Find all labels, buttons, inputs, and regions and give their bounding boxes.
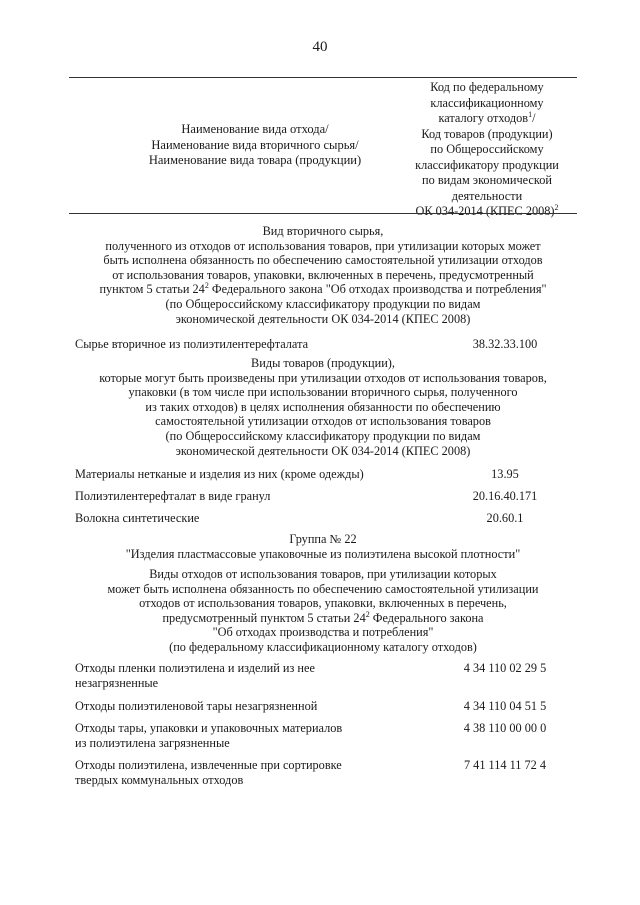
row-code: 20.16.40.171 [472, 489, 538, 503]
header-right-line: каталогу отходов$^1$/ [438, 109, 536, 125]
section-heading-line: от использования товаров, упаковки, включенных в перечень, предусмотренный [112, 267, 534, 282]
section-heading-line: упаковки (в том числе при использовании вторичного сырья, полученного [128, 385, 518, 400]
header-left-line: Наименование вида товара (продукции) [148, 153, 362, 167]
row-name-line: из полиэтилена загрязненные [75, 736, 230, 750]
header-right-line: классификатору продукции [415, 157, 559, 172]
section-heading-line: Вид вторичного сырья, [262, 224, 384, 238]
section-heading-line: (по Общероссийскому классификатору продукции по видам [165, 428, 481, 443]
header-right-line: по видам экономической [422, 173, 552, 187]
row-name: Волокна синтетические [75, 511, 200, 525]
group-heading [69, 532, 577, 561]
header-right-line: по Общероссийскому [430, 142, 544, 156]
row-code: 7 41 114 11 72 4 [463, 758, 547, 772]
row-code: 4 34 110 04 51 5 [463, 699, 547, 713]
header-right-line: Код товаров (продукции) [421, 126, 553, 141]
row-name: Полиэтилентерефталат в виде гранул [75, 489, 271, 503]
group-title: Группа № 22 [289, 532, 357, 546]
footnote-mark: 2 [554, 202, 559, 212]
header-left-column [110, 122, 400, 169]
header-right-line: деятельности [451, 188, 523, 203]
row-name-line: Отходы тары, упаковки и упаковочных материалов [75, 721, 343, 735]
section-heading-line: самостоятельной утилизации отходов от использования товаров [155, 414, 491, 429]
section-heading-line: из таких отходов) в целях исполнения обязанности по обеспечению [145, 399, 501, 414]
row-code: 20.60.1 [486, 511, 524, 525]
section-heading-line: экономической деятельности ОК 034-2014 (КПЕС 2008) [175, 443, 471, 458]
row-name-line: твердых коммунальных отходов [75, 773, 244, 787]
section-heading-secondary-raw [69, 224, 577, 326]
table-header-top-rule [69, 77, 577, 78]
superscript: 2 [365, 609, 370, 619]
footnote-mark: 1 [528, 109, 533, 119]
row-name [75, 758, 405, 788]
header-right-line: классификационному [430, 95, 544, 110]
row-name: Сырье вторичное из полиэтилентерефталата [75, 337, 309, 351]
group-subtitle: "Изделия пластмассовые упаковочные из полиэтилена высокой плотности" [125, 546, 521, 561]
section-heading-line: (по федеральному классификационному каталогу отходов) [169, 639, 477, 654]
section-heading-line: предусмотренный пунктом 5 статьи $24^2$ Федерального закона [162, 609, 484, 625]
row-name-line: незагрязненные [75, 676, 159, 690]
section-heading-line: "Об отходах производства и потребления" [212, 625, 434, 640]
section-heading-line: быть исполнена обязанность по обеспечению самостоятельной утилизации отходов [103, 253, 543, 268]
superscript: 2 [204, 281, 209, 291]
section-heading-line: экономической деятельности ОК 034-2014 (КПЕС 2008) [175, 311, 471, 326]
section-heading-line: Виды отходов от использования товаров, при утилизации которых [149, 567, 497, 581]
section-heading-line: полученного из отходов от использования товаров, при утилизации которых может [105, 238, 541, 253]
header-right-line: ОК 034-2014 (КПЕС 2008)$^2$ [415, 202, 559, 218]
row-code: 38.32.33.100 [472, 337, 538, 351]
section-heading-line: которые могут быть произведены при утилизации отходов от использования товаров, [99, 370, 547, 385]
section-heading-line: пунктом 5 статьи $24^2$ Федерального закона "Об отходах производства и потребления" [99, 281, 547, 297]
row-name [75, 661, 405, 691]
page-number: 40 [312, 39, 328, 55]
row-name [75, 721, 405, 751]
header-right-column [398, 80, 576, 220]
header-left-line: Наименование вида вторичного сырья/ [151, 137, 359, 152]
row-name: Материалы нетканые и изделия из них (кроме одежды) [75, 467, 364, 481]
row-code: 4 34 110 02 29 5 [463, 661, 547, 675]
section-heading-waste [69, 567, 577, 655]
row-code: 4 38 110 00 00 0 [463, 721, 547, 735]
section-heading-line: отходов от использования товаров, упаковки, включенных в перечень, [139, 596, 507, 611]
table-header-bottom-rule [69, 213, 577, 214]
section-heading-line: может быть исполнена обязанность по обеспечению самостоятельной утилизации [107, 581, 539, 596]
row-code: 13.95 [491, 467, 519, 481]
header-left-line: Наименование вида отхода/ [181, 122, 329, 136]
header-right-line: Код по федеральному [430, 80, 544, 94]
section-heading-line: Виды товаров (продукции), [251, 356, 395, 370]
section-heading-line: (по Общероссийскому классификатору продукции по видам [165, 296, 481, 311]
row-name: Отходы полиэтиленовой тары незагрязненной [75, 699, 318, 713]
row-name-line: Отходы пленки полиэтилена и изделий из нее [75, 661, 315, 675]
section-heading-products [69, 356, 577, 458]
row-name-line: Отходы полиэтилена, извлеченные при сортировке [75, 758, 342, 772]
